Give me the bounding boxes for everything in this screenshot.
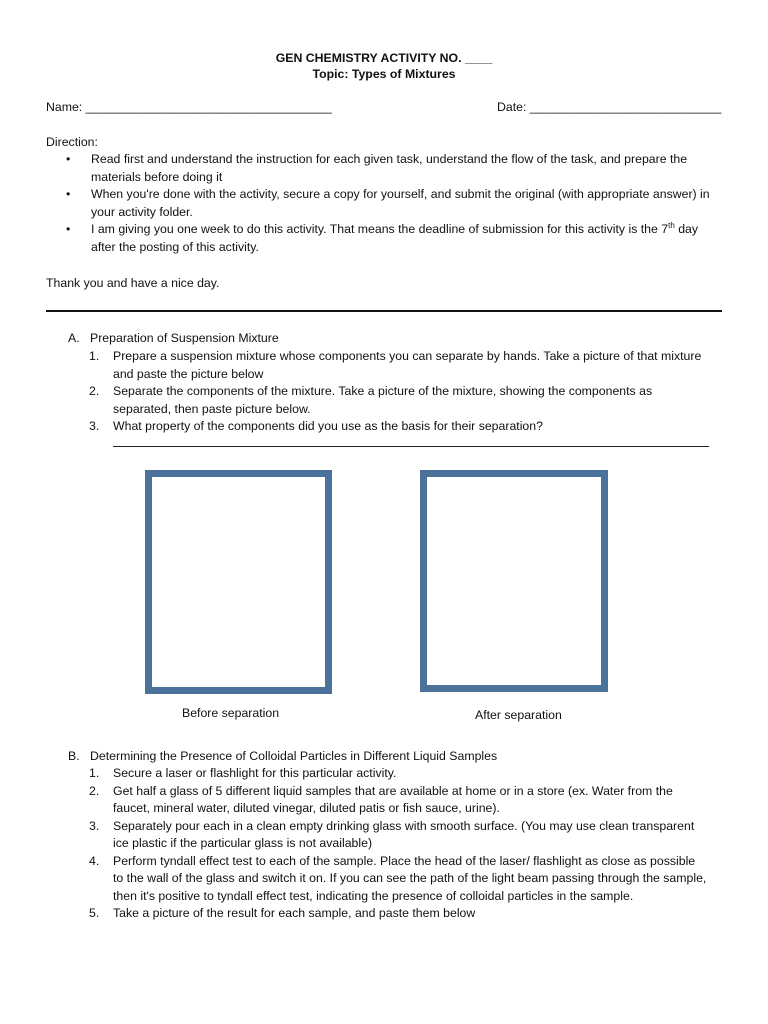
after-photo-box[interactable] [420,470,608,692]
after-caption: After separation [475,708,562,722]
bullet-icon: • [66,222,71,236]
direction-label: Direction: [46,135,98,149]
list-item: 1. Prepare a suspension mixture whose components you can separate by hands. Take a picture of that mixture and paste the picture below [89,349,702,381]
section-a-steps [68,348,708,436]
bullet-icon: • [66,152,71,166]
direction-item: • Read first and understand the instruction for each given task, understand the flow of the task, and prepare the materials before doing it [66,152,688,184]
section-b-steps [68,765,708,923]
before-photo-box[interactable] [145,470,332,694]
list-item: 2. Get half a glass of 5 different liquid samples that are available at home or in a store (ex. Water from the faucet, mineral water, diluted vinegar, diluted patis or fish sauce, urine). [89,783,673,815]
name-field[interactable]: Name: ____________________________________ [46,100,332,114]
bullet-icon: • [66,187,71,201]
direction-item: • When you're done with the activity, secure a copy for yourself, and submit the original (with appropriate answer) in your activity folder. [66,187,710,219]
section-title: Preparation of Suspension Mixture [90,331,279,345]
section-letter: B. [68,749,80,763]
list-item: 5. Take a picture of the result for each sample, and paste them below [89,906,476,920]
list-item: 2. Separate the components of the mixture. Take a picture of the mixture, showing the components as separated, then paste picture below. [89,384,653,416]
topic-heading: Topic: Types of Mixtures [312,67,456,81]
answer-line[interactable] [113,442,709,447]
direction-list [46,151,726,256]
direction-item: • I am giving you one week to do this activity. That means the deadline of submission for this activity is the 7th day after the posting of this activity. [66,220,699,254]
superscript: th [668,220,675,230]
before-caption: Before separation [182,706,280,720]
list-item: 3. What property of the components did you use as the basis for their separation? [89,419,543,433]
section-letter: A. [68,331,80,345]
list-item: 4. Perform tyndall effect test to each of the sample. Place the head of the laser/ flashlight as close as possible to the wall of the glass and switch it on. If you can see the path of the light beam passing through the sample, then it's positive to tyndall effect test, indicating the presence of colloidal particles in the sample. [89,853,707,903]
list-item: 3. Separately pour each in a clean empty drinking glass with smooth surface. (You may use clean transparent ice plastic if the particular glass is not available) [89,818,695,850]
page-title: GEN CHEMISTRY ACTIVITY NO. ____ [275,51,493,65]
list-item: 1. Secure a laser or flashlight for this particular activity. [89,766,397,780]
closing-text: Thank you and have a nice day. [46,276,220,290]
section-title: Determining the Presence of Colloidal Particles in Different Liquid Samples [90,749,498,763]
divider [46,310,722,312]
date-field[interactable]: Date: ____________________________ [497,100,722,114]
